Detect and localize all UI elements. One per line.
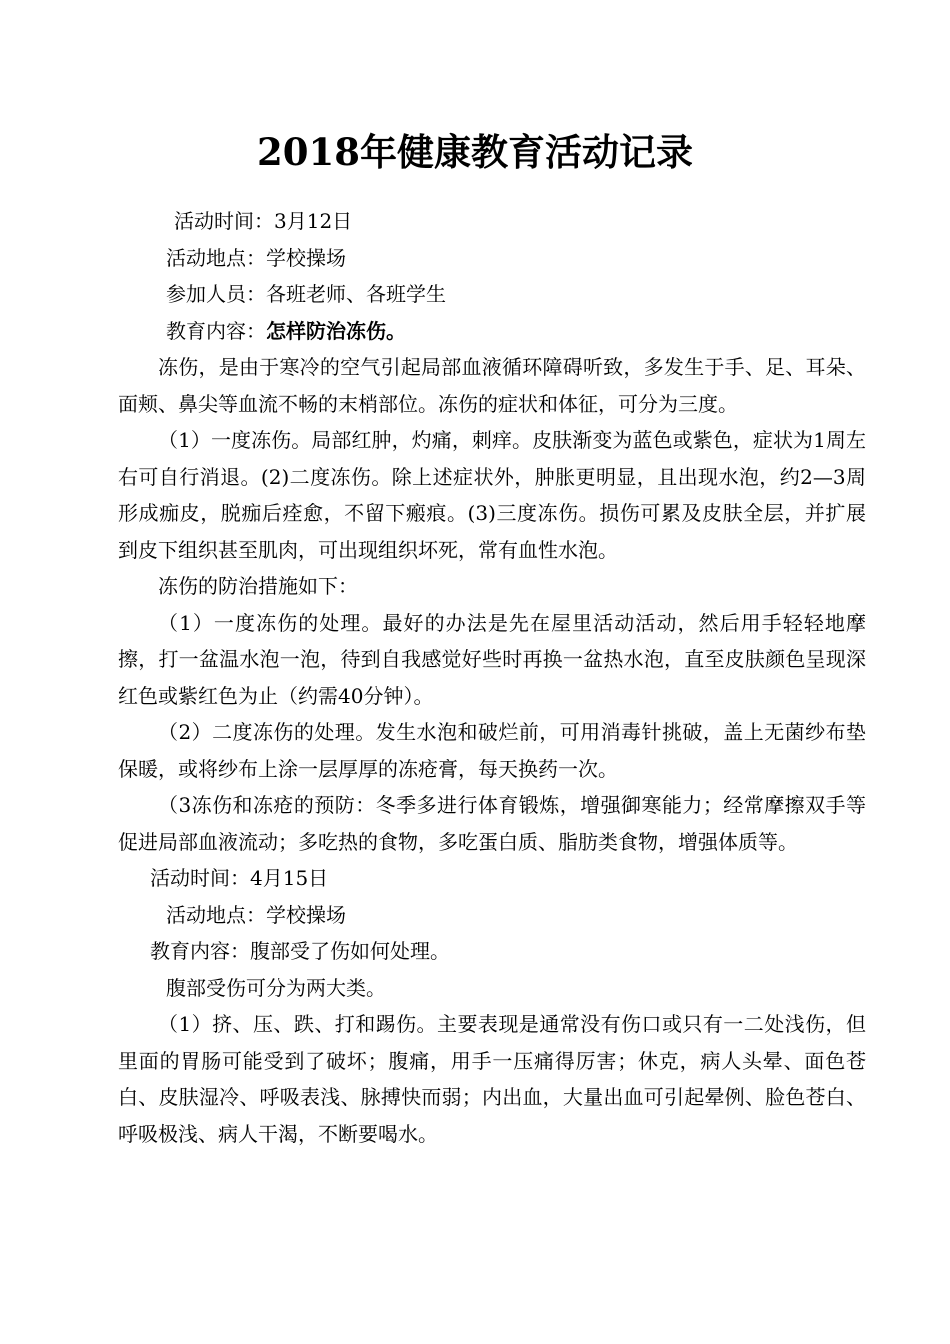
activity1-place: 活动地点：学校操场 <box>166 245 346 270</box>
activity1-paragraph: （1）一度冻伤的处理。最好的办法是先在屋里活动活动，然后用手轻轻地摩擦，打一盆温水泡一泡，待到自我感觉好些时再换一盆热水泡，直至皮肤颜色呈现深红色或紫红色为止（约需40分钟）。 <box>118 610 866 708</box>
activity1-content-label: 教育内容： <box>166 318 266 343</box>
activity1-content-topic: 怎样防治冻伤。 <box>266 318 406 343</box>
document-body <box>118 203 866 1152</box>
activity1-paragraph: 冻伤，是由于寒冷的空气引起局部血液循环障碍听致，多发生于手、足、耳朵、面颊、鼻尖等血流不畅的末梢部位。冻伤的症状和体征，可分为三度。 <box>118 355 866 416</box>
activity2-paragraph: 腹部受伤可分为两大类。 <box>166 975 386 1000</box>
activity1-paragraph: （2）二度冻伤的处理。发生水泡和破烂前，可用消毒针挑破，盖上无菌纱布垫保暖，或将纱布上涂一层厚厚的冻疮膏，每天换药一次。 <box>118 720 866 781</box>
activity2-place: 活动地点：学校操场 <box>166 902 346 927</box>
activity1-paragraph: （1）一度冻伤。局部红肿，灼痛，刺痒。皮肤渐变为蓝色或紫色，症状为1周左右可自行消退。(2)二度冻伤。除上述症状外，肿胀更明显，且出现水泡，约2—3周形成痂皮，脱痂后痊愈，不留下瘢痕。(3)三度冻伤。损伤可累及皮肤全层，并扩展到皮下组织甚至肌肉，可出现组织坏死，常有血性水泡。 <box>118 428 866 562</box>
activity1-content <box>118 313 866 350</box>
activity2-time: 活动时间：4月15日 <box>150 866 329 890</box>
activity1-participants: 参加人员：各班老师、各班学生 <box>166 282 446 306</box>
activity1-paragraph: 冻伤的防治措施如下： <box>158 574 358 598</box>
activity1-time: 活动时间：3月12日 <box>174 209 353 233</box>
activity2-paragraph: （1）挤、压、跌、打和踢伤。主要表现是通常没有伤口或只有一二处浅伤，但里面的胃肠可能受到了破坏；腹痛，用手一压痛得厉害；休克，病人头晕、面色苍白、皮肤湿冷、呼吸表浅、脉搏快而弱；内出血，大量出血可引起晕例、脸色苍白、呼吸极浅、病人干渴，不断要喝水。 <box>118 1012 866 1146</box>
document-title: 2018年健康教育活动记录 <box>257 130 693 174</box>
activity2-content: 教育内容：腹部受了伤如何处理。 <box>150 939 450 963</box>
activity1-paragraph: （3冻伤和冻疮的预防：冬季多进行体育锻炼，增强御寒能力；经常摩擦双手等促进局部血液流动；多吃热的食物，多吃蛋白质、脂肪类食物，增强体质等。 <box>118 793 866 854</box>
